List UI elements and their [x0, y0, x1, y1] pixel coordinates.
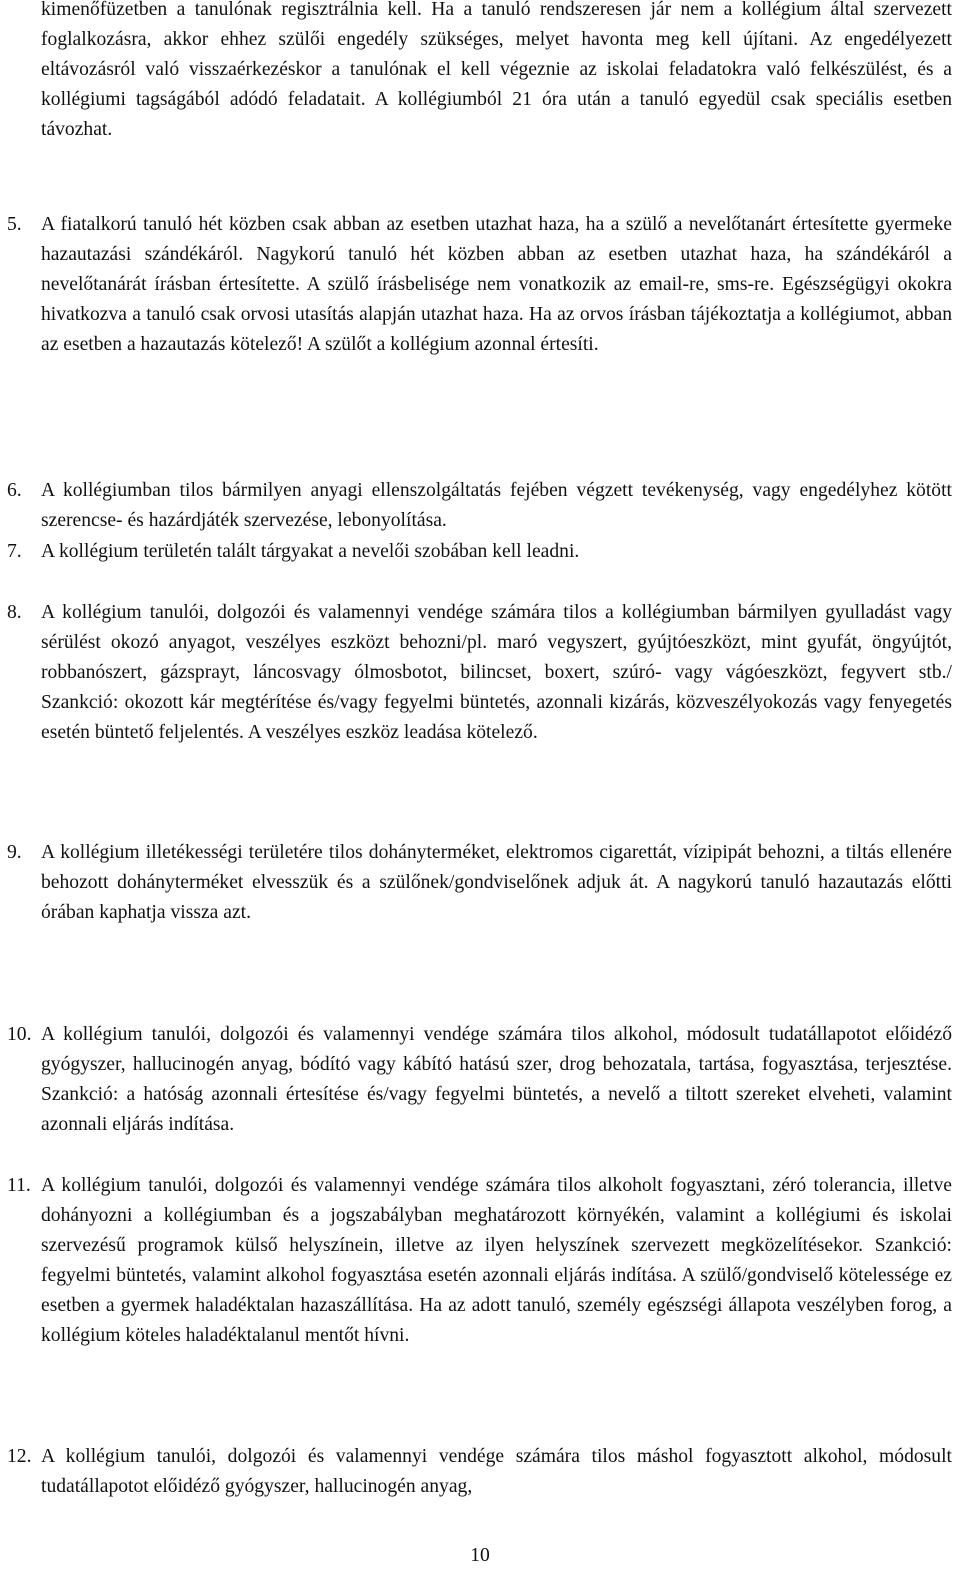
item-number: 5. — [7, 214, 22, 235]
item-number: 11. — [7, 1175, 31, 1196]
item-text: A kollégium tanulói, dolgozói és valamennyi vendége számára tilos alkoholt fogyasztani, zéró tolerancia, illetve dohányozni a kollégiumban és a jogszabályban meghatározott környékén, valamint a kollégiumi és iskolai szervezésű programok külső helyszínein, illetve az ilyen helyszínek szervezett megközelítésekor. Szankció: fegyelmi büntetés, valamint alkohol fogyasztása esetén azonnali eljárás indítása. A szülő/gondviselő kötelessége ez esetben a gyermek haladéktalan hazaszállítása. Ha az adott tanuló, személy egészségi állapota veszélyben forog, a kollégium köteles haladéktalanul mentőt hívni. — [41, 1175, 952, 1347]
item-number: 10. — [7, 1024, 32, 1045]
item-text: A fiatalkorú tanuló hét közben csak abban az esetben utazhat haza, ha a szülő a nevelőtanárt értesítette gyermeke hazautazási szándékáról. Nagykorú tanuló hét közben abban az esetben utazhat haza, ha szándékáról a nevelőtanárát írásban értesítette. A szülő írásbelisége nem vonatkozik az email-re, sms-re. Egészségügyi okokra hivatkozva a tanuló csak orvosi utasítás alapján utazhat haza. Ha az orvos írásban tájékoztatja a kollégiumot, abban az esetben a hazautazás kötelező! A szülőt a kollégium azonnal értesíti. — [41, 214, 952, 356]
item-text: A kollégium területén talált tárgyakat a nevelői szobában kell leadni. — [41, 541, 580, 562]
item-text: A kollégium tanulói, dolgozói és valamennyi vendége számára tilos a kollégiumban bármilyen gyulladást vagy sérülést okozó anyagot, veszélyes eszközt behozni/pl. maró vegyszert, gyújtóeszközt, mint gyufát, öngyújtót, robbanószert, gázsprayt, láncosvagy ólmosbotot, bilincset, boxert, szúró- vagy vágóeszközt, fegyvert stb./ Szankció: okozott kár megtérítése és/vagy fegyelmi büntetés, azonnali kizárás, közveszélyokozás vagy fenyegetés esetén büntető feljelentés. A veszélyes eszköz leadása kötelező. — [41, 602, 952, 744]
item-number: 8. — [7, 602, 22, 623]
item-text: A kollégium tanulói, dolgozói és valamennyi vendége számára tilos máshol fogyasztott alkohol, módosult tudatállapotot előidéző gyógyszer, hallucinogén anyag, — [41, 1446, 952, 1498]
intro-paragraph: kimenőfüzetben a tanulónak regisztrálnia kell. Ha a tanuló rendszeresen jár nem a kollégium által szervezett foglalkozásra, akkor ehhez szülői engedély szükséges, melyet havonta meg kell újítani. Az engedélyezett eltávozásról való visszaérkezéskor a tanulónak el kell végeznie az iskolai feladatokra való felkészülést, és a kollégiumi tagságából adódó feladatait. A kollégiumból 21 óra után a tanuló egyedül csak speciális esetben távozhat. — [41, 0, 952, 141]
item-text: A kollégium tanulói, dolgozói és valamennyi vendége számára tilos alkohol, módosult tudatállapotot előidéző gyógyszer, hallucinogén anyag, bódító vagy kábító hatású szer, drog behozatala, tartása, fogyasztása, terjesztése. Szankció: a hatóság azonnali értesítése és/vagy fegyelmi büntetés, a nevelő a tiltott szereket elveheti, valamint azonnali eljárás indítása. — [41, 1024, 952, 1136]
item-number: 7. — [7, 541, 22, 562]
page-number: 10 — [470, 1545, 490, 1566]
item-text: A kollégium illetékességi területére tilos dohányterméket, elektromos cigarettát, vízipipát behozni, a tiltás ellenére behozott dohányterméket elvesszük és a szülőnek/gondviselőnek adjuk át. A nagykorú tanuló hazautazás előtti órában kaphatja vissza azt. — [41, 842, 952, 924]
item-number: 12. — [7, 1446, 32, 1467]
item-text: A kollégiumban tilos bármilyen anyagi ellenszolgáltatás fejében végzett tevékenység, vagy engedélyhez kötött szerencse- és hazárdjáték szervezése, lebonyolítása. — [41, 480, 952, 532]
item-number: 6. — [7, 480, 22, 501]
item-number: 9. — [7, 842, 22, 863]
